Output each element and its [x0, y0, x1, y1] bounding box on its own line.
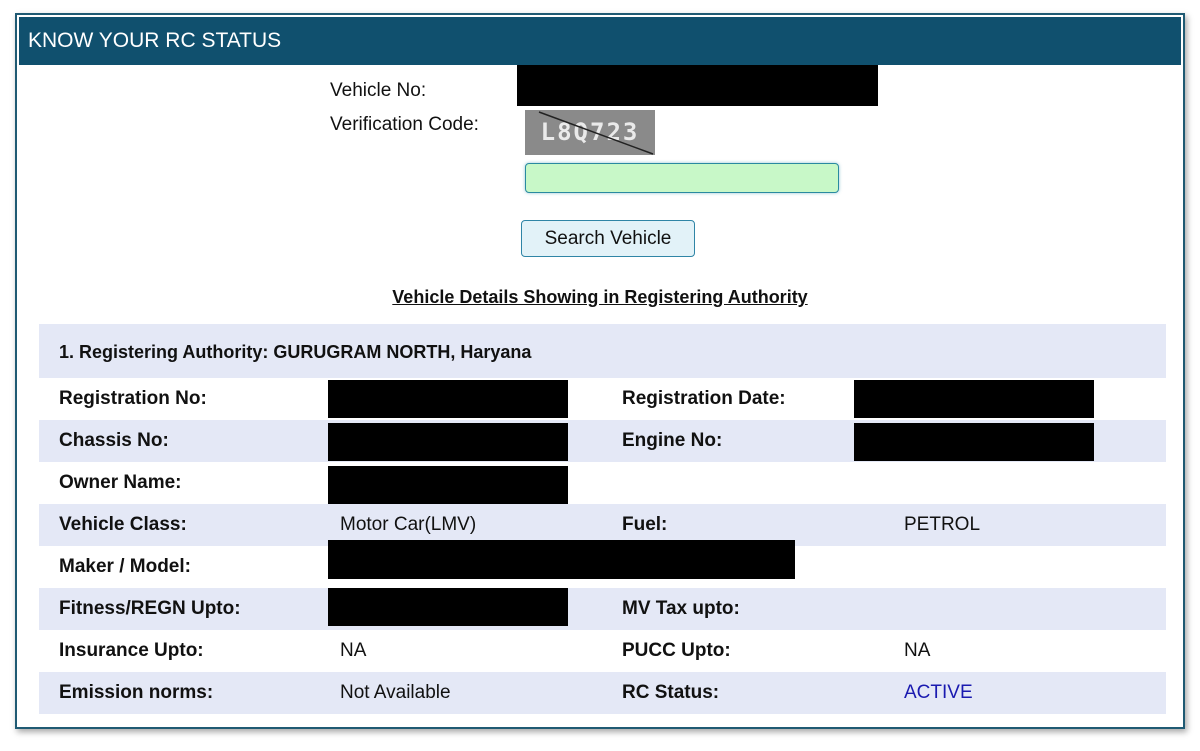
captcha-text: L8Q723	[540, 118, 640, 146]
rc-status-label: RC Status:	[622, 682, 720, 703]
table-row	[39, 462, 1166, 504]
fitness-regn-redaction	[328, 588, 568, 626]
fuel-label: Fuel:	[622, 514, 668, 535]
table-row	[39, 630, 1166, 672]
verification-code-label: Verification Code:	[330, 114, 479, 135]
captcha-image	[525, 110, 655, 155]
registration-no-redaction	[328, 380, 568, 418]
details-section-title: Vehicle Details Showing in Registering Authority	[392, 287, 808, 307]
registering-authority: 1. Registering Authority: GURUGRAM NORTH, Haryana	[39, 324, 1166, 378]
insurance-label: Insurance Upto:	[59, 640, 204, 661]
registration-date-label: Registration Date:	[622, 388, 786, 409]
vehicle-class-value: Motor Car(LMV)	[340, 514, 477, 535]
verification-code-input[interactable]	[525, 163, 839, 193]
chassis-no-redaction	[328, 423, 568, 461]
search-vehicle-button[interactable]: Search Vehicle	[521, 220, 695, 257]
engine-no-label: Engine No:	[622, 430, 723, 451]
emission-norms-label: Emission norms:	[59, 682, 214, 703]
registration-date-redaction	[854, 380, 1094, 418]
table-row	[39, 588, 1166, 630]
pucc-value: NA	[904, 640, 931, 661]
maker-model-label: Maker / Model:	[59, 556, 191, 577]
maker-model-redaction	[328, 540, 795, 579]
engine-no-redaction	[854, 423, 1094, 461]
table-row	[39, 672, 1166, 714]
emission-norms-value: Not Available	[340, 682, 451, 703]
rc-status-value: ACTIVE	[904, 682, 973, 703]
vehicle-no-input-redacted[interactable]	[517, 65, 878, 106]
vehicle-no-label: Vehicle No:	[330, 80, 427, 101]
owner-name-label: Owner Name:	[59, 472, 182, 493]
vehicle-class-label: Vehicle Class:	[59, 514, 187, 535]
registration-no-label: Registration No:	[59, 388, 207, 409]
captcha-strike-line	[525, 110, 655, 155]
pucc-label: PUCC Upto:	[622, 640, 731, 661]
mv-tax-label: MV Tax upto:	[622, 598, 740, 619]
owner-name-redaction	[328, 466, 568, 504]
chassis-no-label: Chassis No:	[59, 430, 169, 451]
page-title: KNOW YOUR RC STATUS	[19, 17, 1181, 65]
insurance-value: NA	[340, 640, 367, 661]
fuel-value: PETROL	[904, 514, 981, 535]
fitness-regn-label: Fitness/REGN Upto:	[59, 598, 241, 619]
